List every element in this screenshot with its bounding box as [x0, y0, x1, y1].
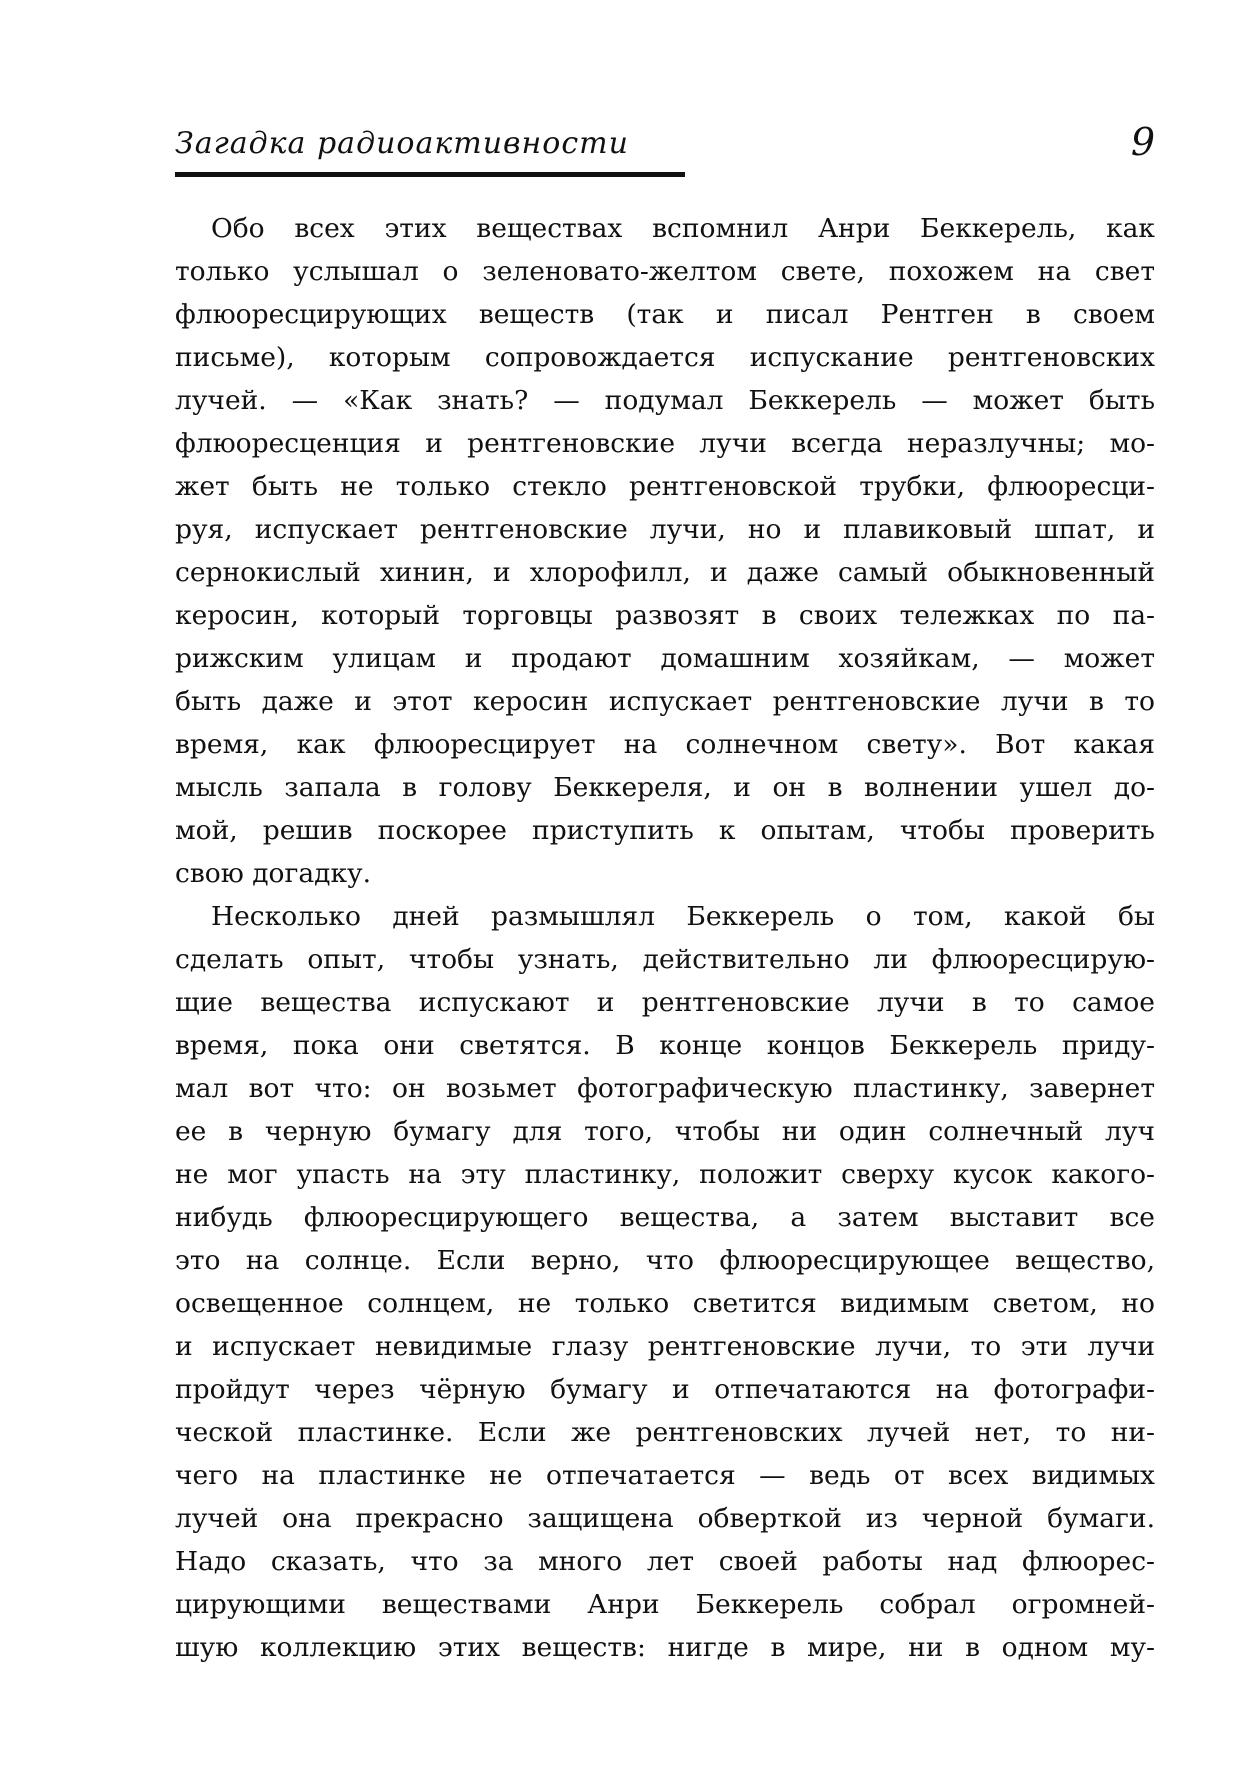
text-line: мысль запала в голову Беккереля, и он в волнении ушел до- [175, 772, 1155, 803]
text-line: чего на пластинке не отпечатается — ведь от всех видимых [175, 1460, 1155, 1491]
text-line: и испускает невидимые глазу рентгеновские лучи, то эти лучи [175, 1331, 1155, 1362]
text-line: цирующими веществами Анри Беккерель собрал огромней- [175, 1589, 1155, 1620]
text-line: ее в черную бумагу для того, чтобы ни один солнечный луч [175, 1116, 1155, 1147]
text-line: быть даже и этот керосин испускает рентгеновские лучи в то [175, 686, 1155, 717]
text-line: сернокислый хинин, и хлорофилл, и даже самый обыкновенный [175, 557, 1155, 588]
text-line: свою догадку. [175, 858, 372, 889]
text-line: руя, испускает рентгеновские лучи, но и плавиковый шпат, и [175, 514, 1155, 545]
text-line: Надо сказать, что за много лет своей работы над флюорес- [175, 1546, 1155, 1577]
page-number: 9 [1130, 120, 1155, 164]
running-head-rule [175, 172, 685, 177]
text-line: не мог упасть на эту пластинку, положит сверху кусок какого- [175, 1159, 1155, 1190]
text-line: только услышал о зеленовато-желтом свете, похожем на свет [175, 256, 1155, 287]
text-line: керосин, который торговцы развозят в своих тележках по па- [175, 600, 1155, 631]
text-line: жет быть не только стекло рентгеновской трубки, флюоресци- [175, 471, 1155, 502]
body-text [175, 207, 1155, 1669]
text-line: сделать опыт, чтобы узнать, действительно ли флюоресцирую- [175, 944, 1155, 975]
text-line: щие вещества испускают и рентгеновские лучи в то самое [175, 987, 1155, 1018]
text-line: время, как флюоресцирует на солнечном свету». Вот какая [175, 729, 1155, 760]
text-line: освещенное солнцем, не только светится видимым светом, но [175, 1288, 1155, 1319]
text-line: шую коллекцию этих веществ: нигде в мире, ни в одном му- [175, 1632, 1155, 1663]
text-line: это на солнце. Если верно, что флюоресцирующее вещество, [175, 1245, 1155, 1276]
text-line: рижским улицам и продают домашним хозяйкам, — может [175, 643, 1155, 674]
running-head-title: Загадка радиоактивности [175, 126, 629, 161]
text-line: лучей. — «Как знать? — подумал Беккерель — может быть [175, 385, 1155, 416]
text-line: Несколько дней размышлял Беккерель о том, какой бы [211, 901, 1155, 932]
text-line: мой, решив поскорее приступить к опытам, чтобы проверить [175, 815, 1155, 846]
text-line: флюоресценция и рентгеновские лучи всегда неразлучны; мо- [175, 428, 1155, 459]
text-line: время, пока они светятся. В конце концов Беккерель приду- [175, 1030, 1155, 1061]
text-line: мал вот что: он возьмет фотографическую пластинку, завернет [175, 1073, 1155, 1104]
text-line: письме), которым сопровождается испускание рентгеновских [175, 342, 1155, 373]
text-line: лучей она прекрасно защищена обверткой из черной бумаги. [175, 1503, 1155, 1534]
text-line: пройдут через чёрную бумагу и отпечатаются на фотографи- [175, 1374, 1155, 1405]
running-head [175, 120, 1155, 180]
text-line: нибудь флюоресцирующего вещества, а затем выставит все [175, 1202, 1155, 1233]
text-line: флюоресцирующих веществ (так и писал Рентген в своем [175, 299, 1155, 330]
text-line: ческой пластинке. Если же рентгеновских лучей нет, то ни- [175, 1417, 1155, 1448]
text-line: Обо всех этих веществах вспомнил Анри Беккерель, как [211, 213, 1155, 244]
